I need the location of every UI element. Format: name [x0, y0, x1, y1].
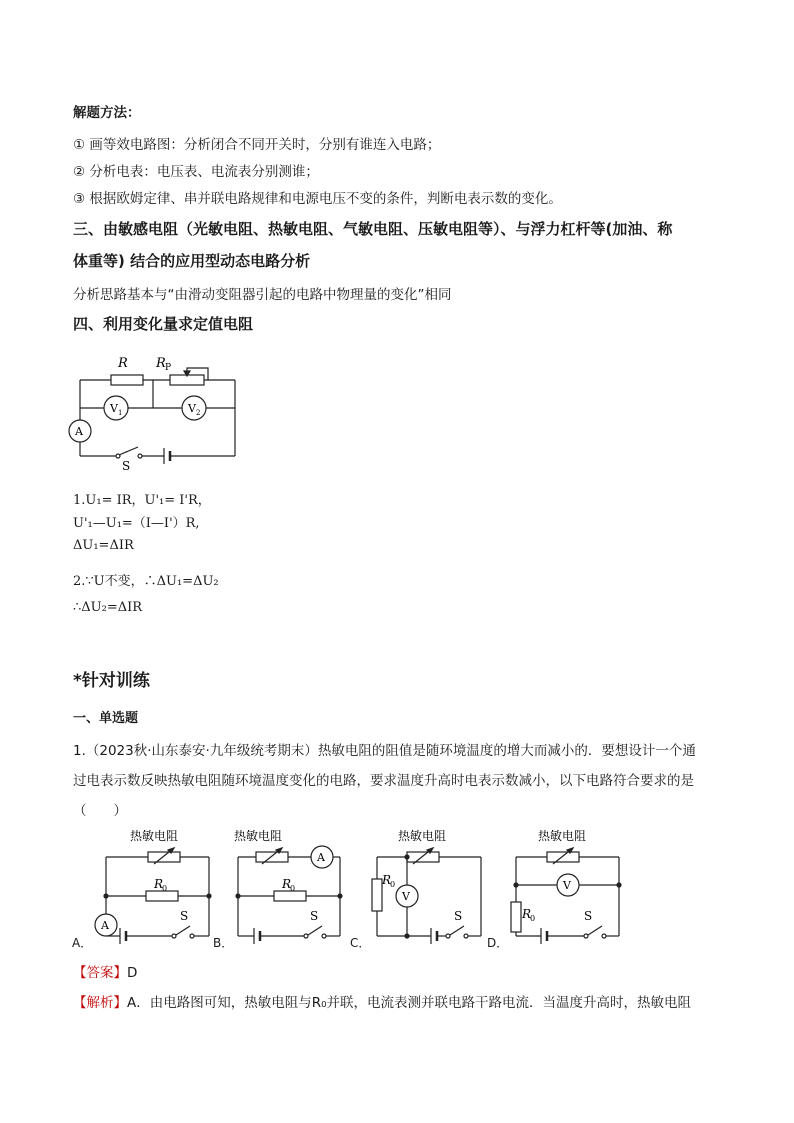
option-d-voltmeter: V — [563, 879, 571, 892]
section3-heading-line2: 体重等) 结合的应用型动态电路分析 — [73, 252, 311, 270]
option-c-switch: S — [454, 909, 463, 923]
option-b-r0-label: R — [282, 877, 292, 891]
option-d-label: D． — [487, 936, 509, 950]
option-c-label: C． — [350, 936, 371, 950]
formula-5: ∴ΔU₂=ΔIR — [73, 600, 143, 615]
single-choice-heading: 一、单选题 — [73, 711, 139, 726]
analysis-line — [73, 991, 691, 1011]
option-b-switch: S — [310, 909, 319, 923]
formula-1: 1.U₁= IR，U'₁= I'R， — [73, 493, 211, 508]
option-b-label: B． — [213, 936, 234, 950]
analysis-text: A．由电路图可知，热敏电阻与R₀并联，电流表测并联电路干路电流．当温度升高时，热敏电阻 — [127, 995, 692, 1011]
voltmeter-v1-sub: 1 — [118, 409, 123, 417]
label-rp-sub: P — [165, 363, 172, 373]
formula-4: 2.∵U不变，∴ΔU₁=ΔU₂ — [73, 574, 219, 589]
option-a-thermistor-label: 热敏电阻 — [130, 829, 179, 843]
section4-heading: 四、利用变化量求定值电阻 — [73, 315, 254, 333]
option-d-r0-sub: 0 — [530, 914, 536, 923]
option-b-ammeter: A — [317, 851, 325, 864]
label-rp: R — [156, 356, 166, 371]
analysis-tag: 【解析】 — [73, 995, 127, 1011]
voltmeter-v2: V — [188, 402, 196, 415]
switch-label: S — [122, 459, 131, 473]
circuit-diagram-variation — [66, 348, 246, 473]
method-title: 解题方法： — [73, 105, 141, 121]
option-d-circuit — [511, 848, 621, 944]
option-b-r0-sub: 0 — [290, 884, 296, 893]
ammeter-label: A — [75, 425, 83, 438]
question-1-blank: （ ） — [73, 803, 127, 819]
formula-2: U'₁—U₁=（I—I'）R, — [73, 516, 200, 531]
option-a-switch: S — [180, 909, 189, 923]
option-c-voltmeter: V — [402, 890, 410, 903]
option-c-r0-label: R — [382, 873, 392, 887]
option-a-ammeter: A — [101, 919, 109, 932]
section3-heading-line1: 三、由敏感电阻（光敏电阻、热敏电阻、气敏电阻、压敏电阻等）、与浮力杠杆等(加油、称 — [73, 220, 673, 238]
option-d-thermistor-label: 热敏电阻 — [538, 829, 587, 843]
question-1-line2: 过电表示数反映热敏电阻随环境温度变化的电路，要求温度升高时电表示数减小，以下电路符合要求的是 — [73, 773, 694, 789]
method-item-2: ② 分析电表：电压表、电流表分别测谁； — [73, 164, 319, 180]
option-a-circuit — [95, 848, 211, 944]
label-r: R — [118, 356, 128, 371]
question-1-line1: 1.（2023秋·山东泰安·九年级统考期末）热敏电阻的阻值是随环境温度的增大而减小的．要想设计一个通 — [73, 743, 696, 759]
method-item-3: ③ 根据欧姆定律、串并联电路规律和电源电压不变的条件，判断电表示数的变化。 — [73, 191, 562, 207]
section3-note: 分析思路基本与“由滑动变阻器引起的电路中物理量的变化”相同 — [73, 287, 452, 303]
option-c-thermistor-label: 热敏电阻 — [398, 829, 447, 843]
option-b-circuit — [236, 846, 342, 944]
formula-3: ΔU₁=ΔIR — [73, 538, 134, 553]
option-circuits — [68, 822, 728, 954]
option-b-thermistor-label: 热敏电阻 — [234, 829, 283, 843]
voltmeter-v2-sub: 2 — [196, 409, 201, 417]
option-c-r0-sub: 0 — [390, 880, 396, 889]
option-c-circuit — [372, 848, 481, 944]
answer-value: D — [127, 965, 138, 981]
answer-tag: 【答案】 — [73, 965, 127, 981]
training-title: *针对训练 — [73, 671, 150, 691]
option-d-r0-label: R — [522, 907, 532, 921]
option-a-label: A． — [72, 936, 93, 950]
method-item-1: ① 画等效电路图：分析闭合不同开关时，分别有谁连入电路； — [73, 137, 441, 153]
option-a-r0-label: R — [154, 877, 164, 891]
option-a-r0-sub: 0 — [162, 884, 168, 893]
answer-line — [73, 961, 137, 981]
option-d-switch: S — [584, 909, 593, 923]
voltmeter-v1: V — [110, 402, 118, 415]
